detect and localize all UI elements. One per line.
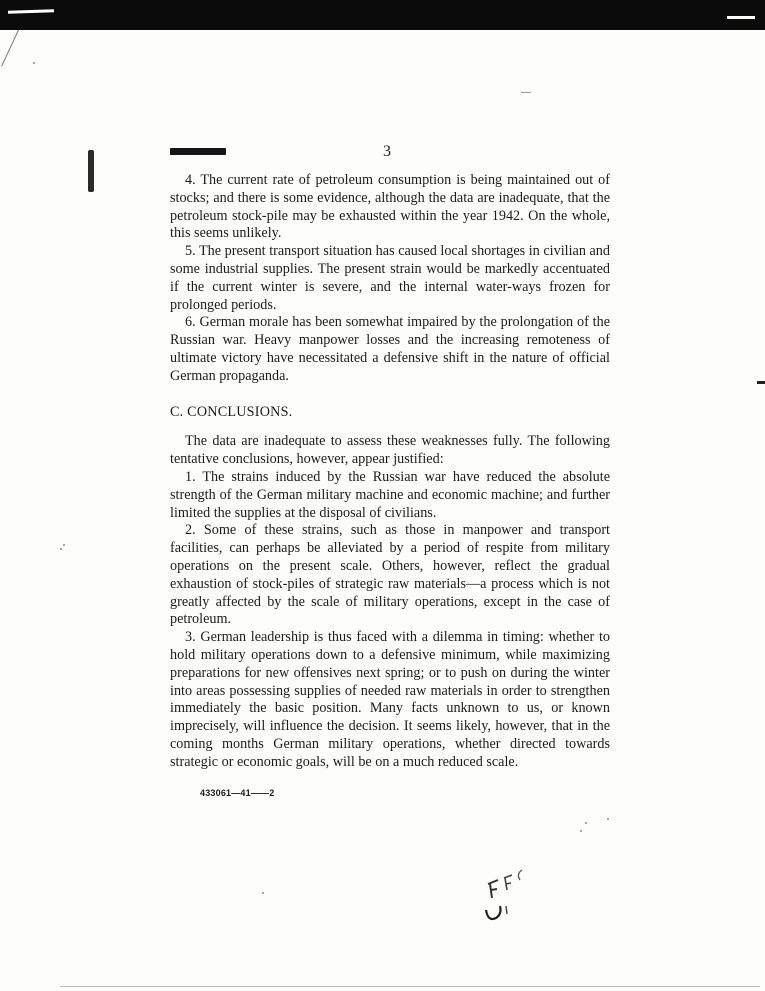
conclusion-3: 3. German leadership is thus faced with a dilemma in timing: whether to hold military operations down to a defensive minimum, while maximizing preparations for new offensives next spring; or to push on during the winter into areas possessing supplies of needed raw materials in order to strengthen immediately the basic position. Many facts unknown to us, or known imprecisely, will influence the decision. It seems likely, however, that in the coming months German military operations, whether directed towards strategic or economic goals, will be on a much reduced scale. xyxy=(170,629,610,770)
page-number: 3 xyxy=(383,143,391,160)
margin-mark xyxy=(88,150,94,192)
scan-mark-right xyxy=(727,16,755,19)
conclusion-1: 1. The strains induced by the Russian war have reduced the absolute strength of the German military machine and economic machine; and further limited the supplies at the disposal of civilians. xyxy=(170,468,610,521)
conclusion-2: 2. Some of these strains, such as those in manpower and transport facilities, can perhaps be alleviated by a period of respite from military operations on the present scale. Others, however, reflect the gradual exhaustion of stock-piles of strategic raw materials—a process which is not greatly affected by the scale of military operations, except in the case of petroleum. xyxy=(170,522,610,628)
document-body xyxy=(170,172,610,772)
printer-code: 433061—41——2 xyxy=(200,788,275,798)
scan-top-border xyxy=(0,0,765,30)
edge-tick-mark xyxy=(757,381,765,384)
scan-bottom-edge xyxy=(60,986,760,987)
conclusions-intro: The data are inadequate to assess these weaknesses fully. The following tentative conclusions, however, appear justified: xyxy=(170,433,610,468)
page-fold-line xyxy=(1,30,19,67)
finding-paragraph-6: 6. German morale has been somewhat impaired by the prolongation of the Russian war. Heavy manpower losses and the increasing remoteness of ultimate victory have necessitated a defensive shift in the nature of official German propaganda. xyxy=(170,314,610,384)
finding-paragraph-4: 4. The current rate of petroleum consumption is being maintained out of stocks; and there is some evidence, although the data are inadequate, that the petroleum stock-pile may be exhausted within the year 1942. On the whole, this seems unlikely. xyxy=(170,172,610,242)
scan-mark-left xyxy=(8,9,54,14)
handwritten-marks xyxy=(482,862,552,932)
finding-paragraph-5: 5. The present transport situation has caused local shortages in civilian and some industrial supplies. The present strain would be markedly accentuated if the current winter is severe, and the internal water-ways frozen for prolonged periods. xyxy=(170,243,610,313)
redacted-classification-stamp xyxy=(170,148,226,155)
speck-mark xyxy=(521,92,531,93)
section-heading: C. CONCLUSIONS. xyxy=(170,403,293,420)
